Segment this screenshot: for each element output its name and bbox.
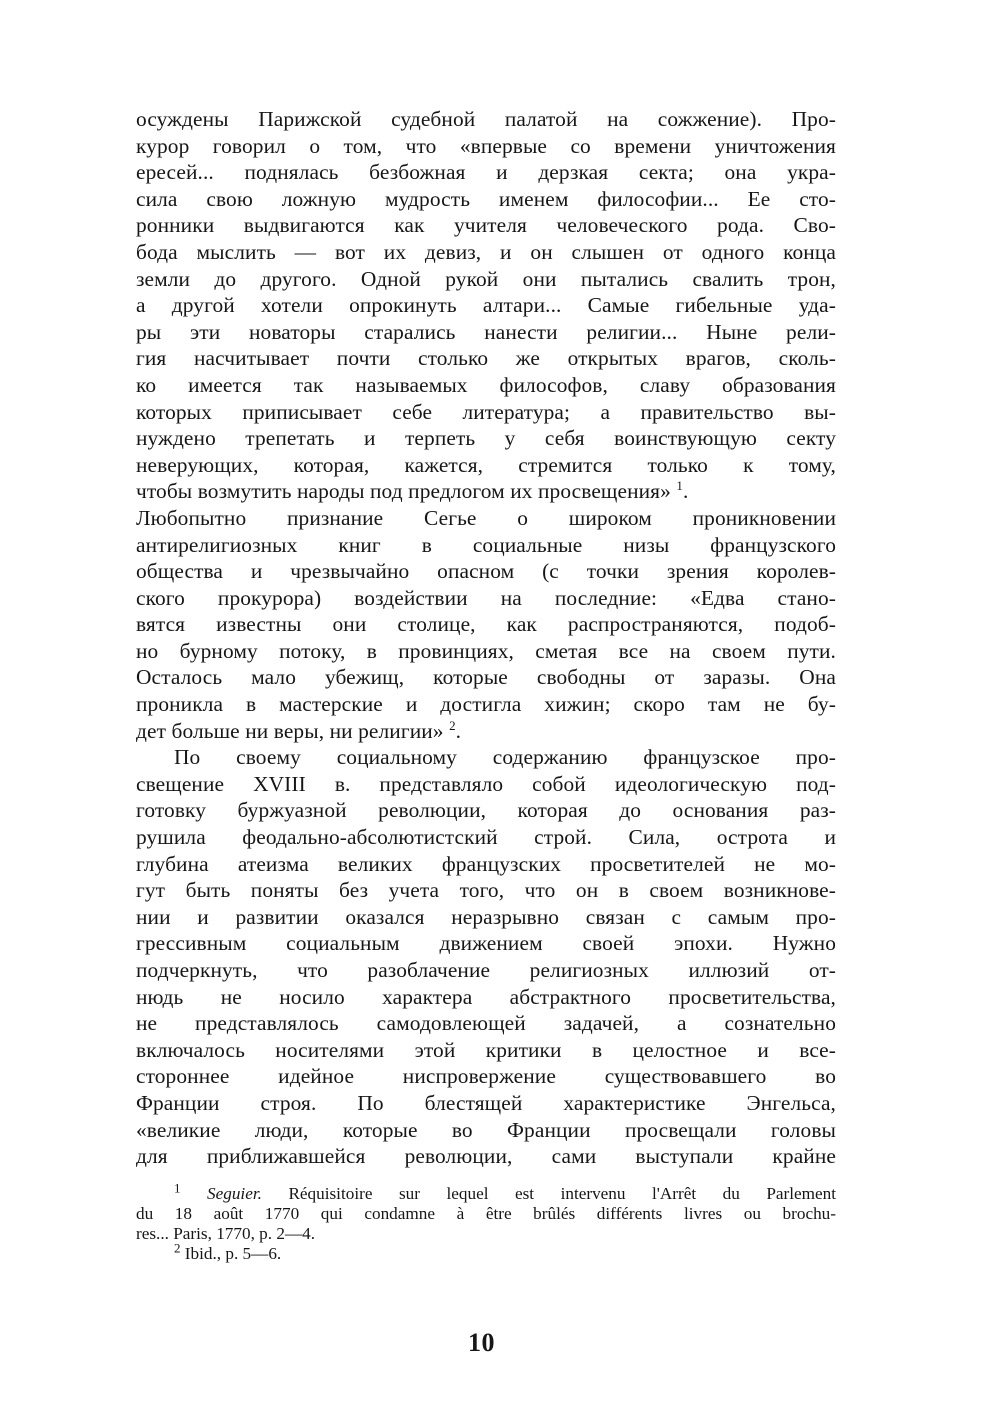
text-line: антирелигиозных книг в социальные низы французского [136,532,836,557]
text-line: включалось носителями этой критики в целостное и все- [136,1037,836,1062]
text-line: рушила феодально-абсолютистский строй. Сила, острота и [136,825,836,850]
footnote-reference[interactable]: 1 [676,478,683,494]
text-line: стороннее идейное ниспровержение существовавшего во [136,1064,836,1089]
footnote-2 [136,1244,836,1264]
text-line: ры эти новаторы старались нанести религии... Ныне рели- [136,319,836,344]
footnote-reference[interactable]: 2 [449,717,456,733]
footnote-text: Réquisitoire sur lequel est intervenu l'Arrêt du Parlement [288,1184,836,1203]
text-line: «великие люди, которые во Франции просвещали головы [136,1117,836,1142]
text-line: нюдь не носило характера абстрактного просветительства, [136,984,836,1009]
footnote-marker: 2 [174,1244,181,1256]
text-line: грессивным социальным движением своей эпохи. Нужно [136,931,836,956]
text-line: проникла в мастерские и достигла хижин; скоро там не бу- [136,692,836,717]
text-line: свещение XVIII в. представляло собой идеологическую под- [136,771,836,796]
text-line: глубина атеизма великих французских просветителей не мо- [136,851,836,876]
footnote-1-line-3: res... Paris, 1770, p. 2—4. [136,1224,316,1243]
text-line: для приближавшейся революции, сами выступали крайне [136,1144,836,1169]
text-line: вятся известны они столице, как распространяются, подоб- [136,612,836,637]
text-line: Франции строя. По блестящей характеристике Энгельса, [136,1090,836,1115]
page-number: 10 [468,1328,495,1357]
text-line: сила свою ложную мудрость именем философии... Ее сто- [136,186,836,211]
paragraph-first-line: По своему социальному содержанию французское про- [174,745,836,770]
text-line: курор говорил о том, что «впервые со времени уничтожения [136,133,836,158]
text-line: гия насчитывает почти столько же открытых врагов, сколь- [136,346,836,371]
text-line: подчеркнуть, что разоблачение религиозных иллюзий от- [136,958,836,982]
text-line: нуждено трепетать и терпеть у себя воинствующую секту [136,426,836,451]
text-line: дет больше ни веры, ни религии» [136,718,444,743]
text-line: общества и чрезвычайно опасном (с точки зрения королев- [136,559,836,584]
text-line: но бурному потоку, в провинциях, сметая все на своем пути. [136,638,836,663]
footnote-text: Ibid., p. 5—6. [184,1244,282,1263]
text-line: ронники выдвигаются как учителя человеческого рода. Сво- [136,213,836,238]
text-line: не представлялось самодовлеющей задачей, а сознательно [136,1011,836,1036]
text-line: ересей... поднялась безбожная и дерзкая секта; она укра- [136,160,836,185]
text-line: гут быть поняты без учета того, что он в своем возникнове- [136,878,836,903]
text-line: ского прокурора) воздействии на последние: «Едва стано- [136,585,836,610]
text-line-with-footnote: дет больше ни веры, ни религии» $^2$. [136,717,462,743]
text-line: а другой хотели опрокинуть алтари... Самые гибельные уда- [136,293,836,318]
footnote-1-line-2: du 18 août 1770 qui condamne à être brûlés différents livres ou brochu- [136,1204,836,1223]
footnotes [136,1184,836,1264]
footnote-1-line-1 [136,1184,836,1204]
text-line: чтобы возмутить народы под предлогом их просвещения» [136,479,671,504]
text-line: ко имеется так называемых философов, славу образования [136,372,836,397]
text-line: осуждены Парижской судебной палатой на сожжение). Про- [136,107,836,131]
text-line: земли до другого. Одной рукой они пытались свалить трон, [136,266,836,291]
text-line: Любопытно признание Сегье о широком проникновении [136,505,836,530]
text-line: готовку буржуазной революции, которая до основания раз- [136,798,836,823]
text-line: Осталось мало убежищ, которые свободны от заразы. Она [136,665,836,690]
main-text-column [136,106,836,1170]
footnote-author: Seguier. [207,1184,262,1203]
text-line: бода мыслить — вот их девиз, и он слышен от одного конца [136,239,836,264]
text-line: которых приписывает себе литература; а правительство вы- [136,399,836,424]
text-line: нии и развитии оказался неразрывно связан с самым про- [136,904,836,929]
text-line: неверующих, которая, кажется, стремится только к тому, [136,452,836,477]
text-line-with-footnote: чтобы возмутить народы под предлогом их просвещения» $^1$. [136,478,689,504]
footnote-marker: 1 [174,1184,181,1196]
